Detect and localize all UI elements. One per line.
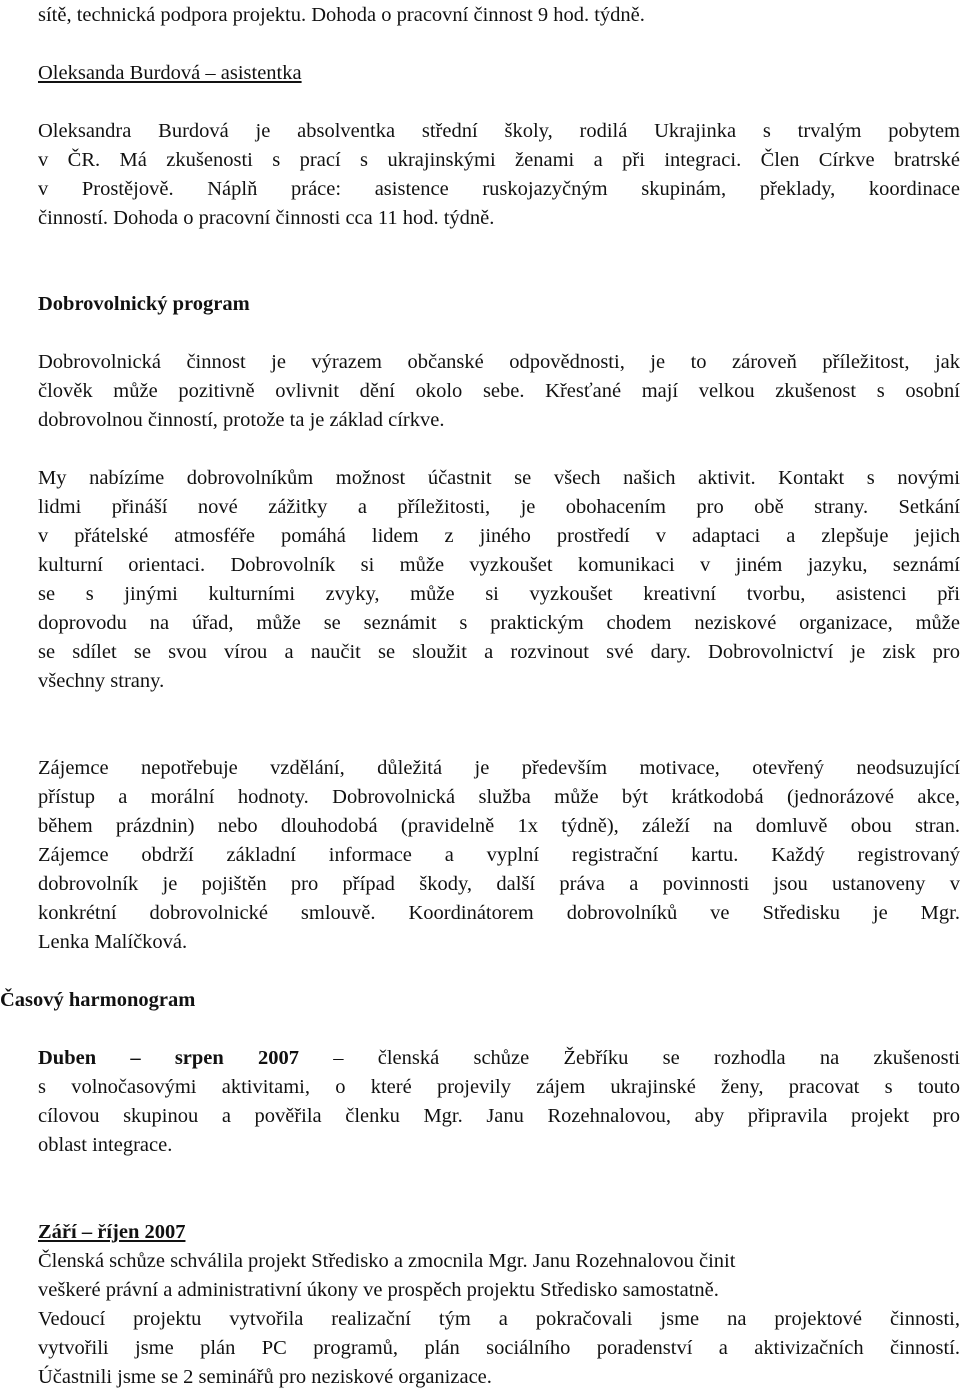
volunteer-para3-line: konkrétní dobrovolnické smlouvě. Koordinátorem dobrovolníků ve Středisku je Mgr.	[38, 902, 960, 924]
schedule-block2-line: Účastnili jsme se 2 seminářů pro neziskové organizace.	[38, 1366, 492, 1388]
schedule-block2-line: Vedoucí projektu vytvořila realizační tým a pokračovali jsme na projektové činnosti,	[38, 1308, 960, 1330]
volunteer-para2-line: se s jinými kulturními zvyky, může si vyzkoušet kreativní tvorbu, asistenci při	[38, 583, 960, 605]
volunteer-para3-line: přístup a morální hodnoty. Dobrovolnická služba může být krátkodobá (jednorázové akce,	[38, 786, 960, 808]
volunteer-para3-line: během prázdnin) nebo dlouhodobá (pravidelně 1x týdně), záleží na domluvě obou stran.	[38, 815, 960, 837]
schedule-block1-lead: Duben – srpen 2007	[38, 1047, 300, 1069]
volunteer-para3-line: Lenka Malíčková.	[38, 931, 188, 953]
schedule-block1-line: oblast integrace.	[38, 1134, 173, 1156]
volunteer-heading: Dobrovolnický program	[38, 293, 250, 315]
volunteer-para2-line: My nabízíme dobrovolníkům možnost účastnit se všech našich aktivit. Kontakt s novými	[38, 467, 960, 489]
schedule-block1-line: s volnočasovými aktivitami, o které projevily zájem ukrajinské ženy, pracovat s touto	[38, 1076, 960, 1098]
volunteer-para1-line: dobrovolnou činností, protože ta je základ církve.	[38, 409, 445, 431]
volunteer-para3-line: Zájemce obdrží základní informace a vyplní registrační kartu. Každý registrovaný	[38, 844, 960, 866]
schedule-heading: Časový harmonogram	[0, 989, 196, 1011]
person-line: v Prostějově. Náplň práce: asistence ruskojazyčným skupinám, překlady, koordinace	[38, 178, 960, 200]
person-line: Oleksandra Burdová je absolventka střední školy, rodilá Ukrajinka s trvalým pobytem	[38, 120, 960, 142]
schedule-block2-line: Členská schůze schválila projekt Středisko a zmocnila Mgr. Janu Rozehnalovou činit	[38, 1250, 736, 1272]
schedule-block2-line: veškeré právní a administrativní úkony ve prospěch projektu Středisko samostatně.	[38, 1279, 719, 1301]
volunteer-para3-line: Zájemce nepotřebuje vzdělání, důležitá je především motivace, otevřený neodsuzující	[38, 757, 960, 779]
volunteer-para2-line: v přátelské atmosféře pomáhá lidem z jiného prostředí v adaptaci a zlepšuje jejich	[38, 525, 960, 547]
schedule-block2-line: vytvořili jsme plán PC programů, plán sociálního poradenství a aktivizačních činností.	[38, 1337, 960, 1359]
volunteer-para1-line: Dobrovolnická činnost je výrazem občanské odpovědnosti, je to zároveň příležitost, jak	[38, 351, 960, 373]
volunteer-para2-line: kulturní orientaci. Dobrovolník si může vyzkoušet komunikaci v jiném jazyku, seznámí	[38, 554, 960, 576]
volunteer-para2-line: všechny strany.	[38, 670, 165, 692]
schedule-block2-heading: Září – říjen 2007	[38, 1221, 186, 1243]
intro-line-top: sítě, technická podpora projektu. Dohoda o pracovní činnost 9 hod. týdně.	[38, 4, 645, 26]
schedule-block1-first-line	[38, 1048, 960, 1069]
person-line: činností. Dohoda o pracovní činnosti cca 11 hod. týdně.	[38, 207, 495, 229]
volunteer-para1-line: člověk může pozitivně ovlivnit dění okolo sebe. Křesťané mají velkou zkušenost s osobní	[38, 380, 960, 402]
volunteer-para2-line: se sdílet se svou vírou a naučit se sloužit a rozvinout své dary. Dobrovolnictví je zisk pro	[38, 641, 960, 663]
person-heading: Oleksanda Burdová – asistentka	[38, 62, 302, 84]
volunteer-para3-line: dobrovolník je pojištěn pro případ škody, další práva a povinnosti jsou ustanoveny v	[38, 873, 960, 895]
volunteer-para2-line: doprovodu na úřad, může se seznámit s praktickým chodem neziskové organizace, může	[38, 612, 960, 634]
schedule-block1-first-rest: – členská schůze Žebříku se rozhodla na zkušenosti	[299, 1047, 960, 1069]
schedule-block1-line: cílovou skupinou a pověřila členku Mgr. Janu Rozehnalovou, aby připravila projekt pro	[38, 1105, 960, 1127]
volunteer-para2-line: lidmi přináší nové zážitky a příležitosti, je obohacením pro obě strany. Setkání	[38, 496, 960, 518]
person-line: v ČR. Má zkušenosti s prací s ukrajinskými ženami a při integraci. Člen Církve bratrské	[38, 149, 960, 171]
